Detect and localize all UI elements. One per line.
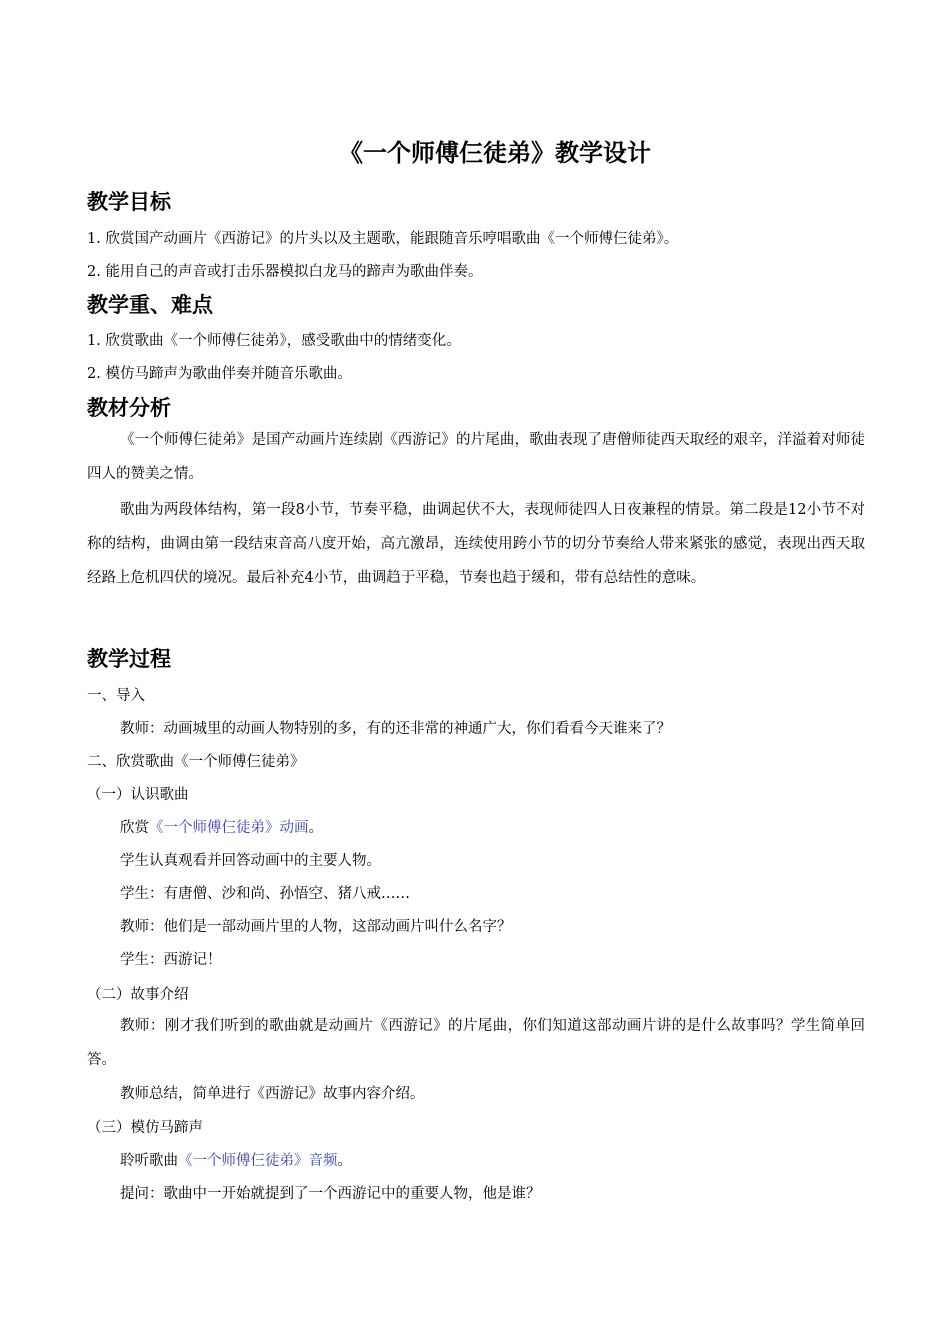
sub2-paragraph: 教师：刚才我们听到的歌曲就是动画片《西游记》的片尾曲，你们知道这部动画片讲的是什么故事吗？学生简单回答。 <box>87 1018 865 1068</box>
heading-goals: 教学目标 <box>87 190 171 214</box>
sub1-watch-line <box>120 816 323 837</box>
key-item-1: 1. 欣赏歌曲《一个师傅仨徒弟》，感受歌曲中的情绪变化。 <box>87 333 461 349</box>
heading-analysis: 教材分析 <box>87 396 171 420</box>
intro-label: 一、导入 <box>87 688 145 704</box>
sub1-line-2: 学生认真观看并回答动画中的主要人物。 <box>120 853 381 869</box>
sub1-label: （一）认识歌曲 <box>87 787 189 803</box>
sub1-line-3: 学生：有唐僧、沙和尚、孙悟空、猪八戒…… <box>120 886 410 902</box>
analysis-paragraph-1: 《一个师傅仨徒弟》是国产动画片连续剧《西游记》的片尾曲，歌曲表现了唐僧师徒西天取经的艰辛，洋溢着对师徒四人的赞美之情。 <box>87 432 865 482</box>
intro-teacher-line: 教师：动画城里的动画人物特别的多，有的还非常的神通广大，你们看看今天谁来了？ <box>120 721 671 737</box>
part2-label: 二、欣赏歌曲《一个师傅仨徒弟》 <box>87 754 305 770</box>
heading-process: 教学过程 <box>87 647 171 671</box>
animation-link[interactable]: 《一个师傅仨徒弟》动画 <box>149 820 309 836</box>
heading-keys: 教学重、难点 <box>87 293 213 317</box>
key-item-2: 2. 模仿马蹄声为歌曲伴奏并随音乐歌曲。 <box>87 366 352 382</box>
sub1-watch-prefix: 欣赏 <box>120 820 149 836</box>
goal-item-2: 2. 能用自己的声音或打击乐器模拟白龙马的蹄声为歌曲伴奏。 <box>87 264 483 280</box>
sub3-listen-suffix: 。 <box>337 1153 352 1169</box>
sub3-listen-line <box>120 1149 352 1170</box>
sub1-watch-suffix: 。 <box>308 820 323 836</box>
sub1-line-4: 教师：他们是一部动画片里的人物，这部动画片叫什么名字？ <box>120 919 512 935</box>
sub3-listen-prefix: 聆听歌曲 <box>120 1153 178 1169</box>
sub2-label: （二）故事介绍 <box>87 987 189 1003</box>
goal-item-1: 1. 欣赏国产动画片《西游记》的片头以及主题歌，能跟随音乐哼唱歌曲《一个师傅仨徒弟》。 <box>87 231 679 247</box>
sub2-line-2: 教师总结，简单进行《西游记》故事内容介绍。 <box>120 1086 425 1102</box>
audio-link[interactable]: 《一个师傅仨徒弟》音频 <box>178 1153 338 1169</box>
sub3-line-2: 提问：歌曲中一开始就提到了一个西游记中的重要人物，他是谁？ <box>120 1186 541 1202</box>
sub3-label: （三）模仿马蹄声 <box>87 1120 203 1136</box>
analysis-paragraph-2: 歌曲为两段体结构，第一段8小节，节奏平稳，曲调起伏不大，表现师徒四人日夜兼程的情景。第二段是12小节不对称的结构，曲调由第一段结束音高八度开始，高亢激昂，连续使用跨小节的切分节奏给人带来紧张的感觉，表现出西天取经路上危机四伏的境况。最后补充4小节，曲调趋于平稳，节奏也趋于缓和，带有总结性的意味。 <box>87 502 865 586</box>
document-title: 《一个师傅仨徒弟》教学设计 <box>339 139 651 167</box>
sub1-line-5: 学生：西游记！ <box>120 952 222 968</box>
